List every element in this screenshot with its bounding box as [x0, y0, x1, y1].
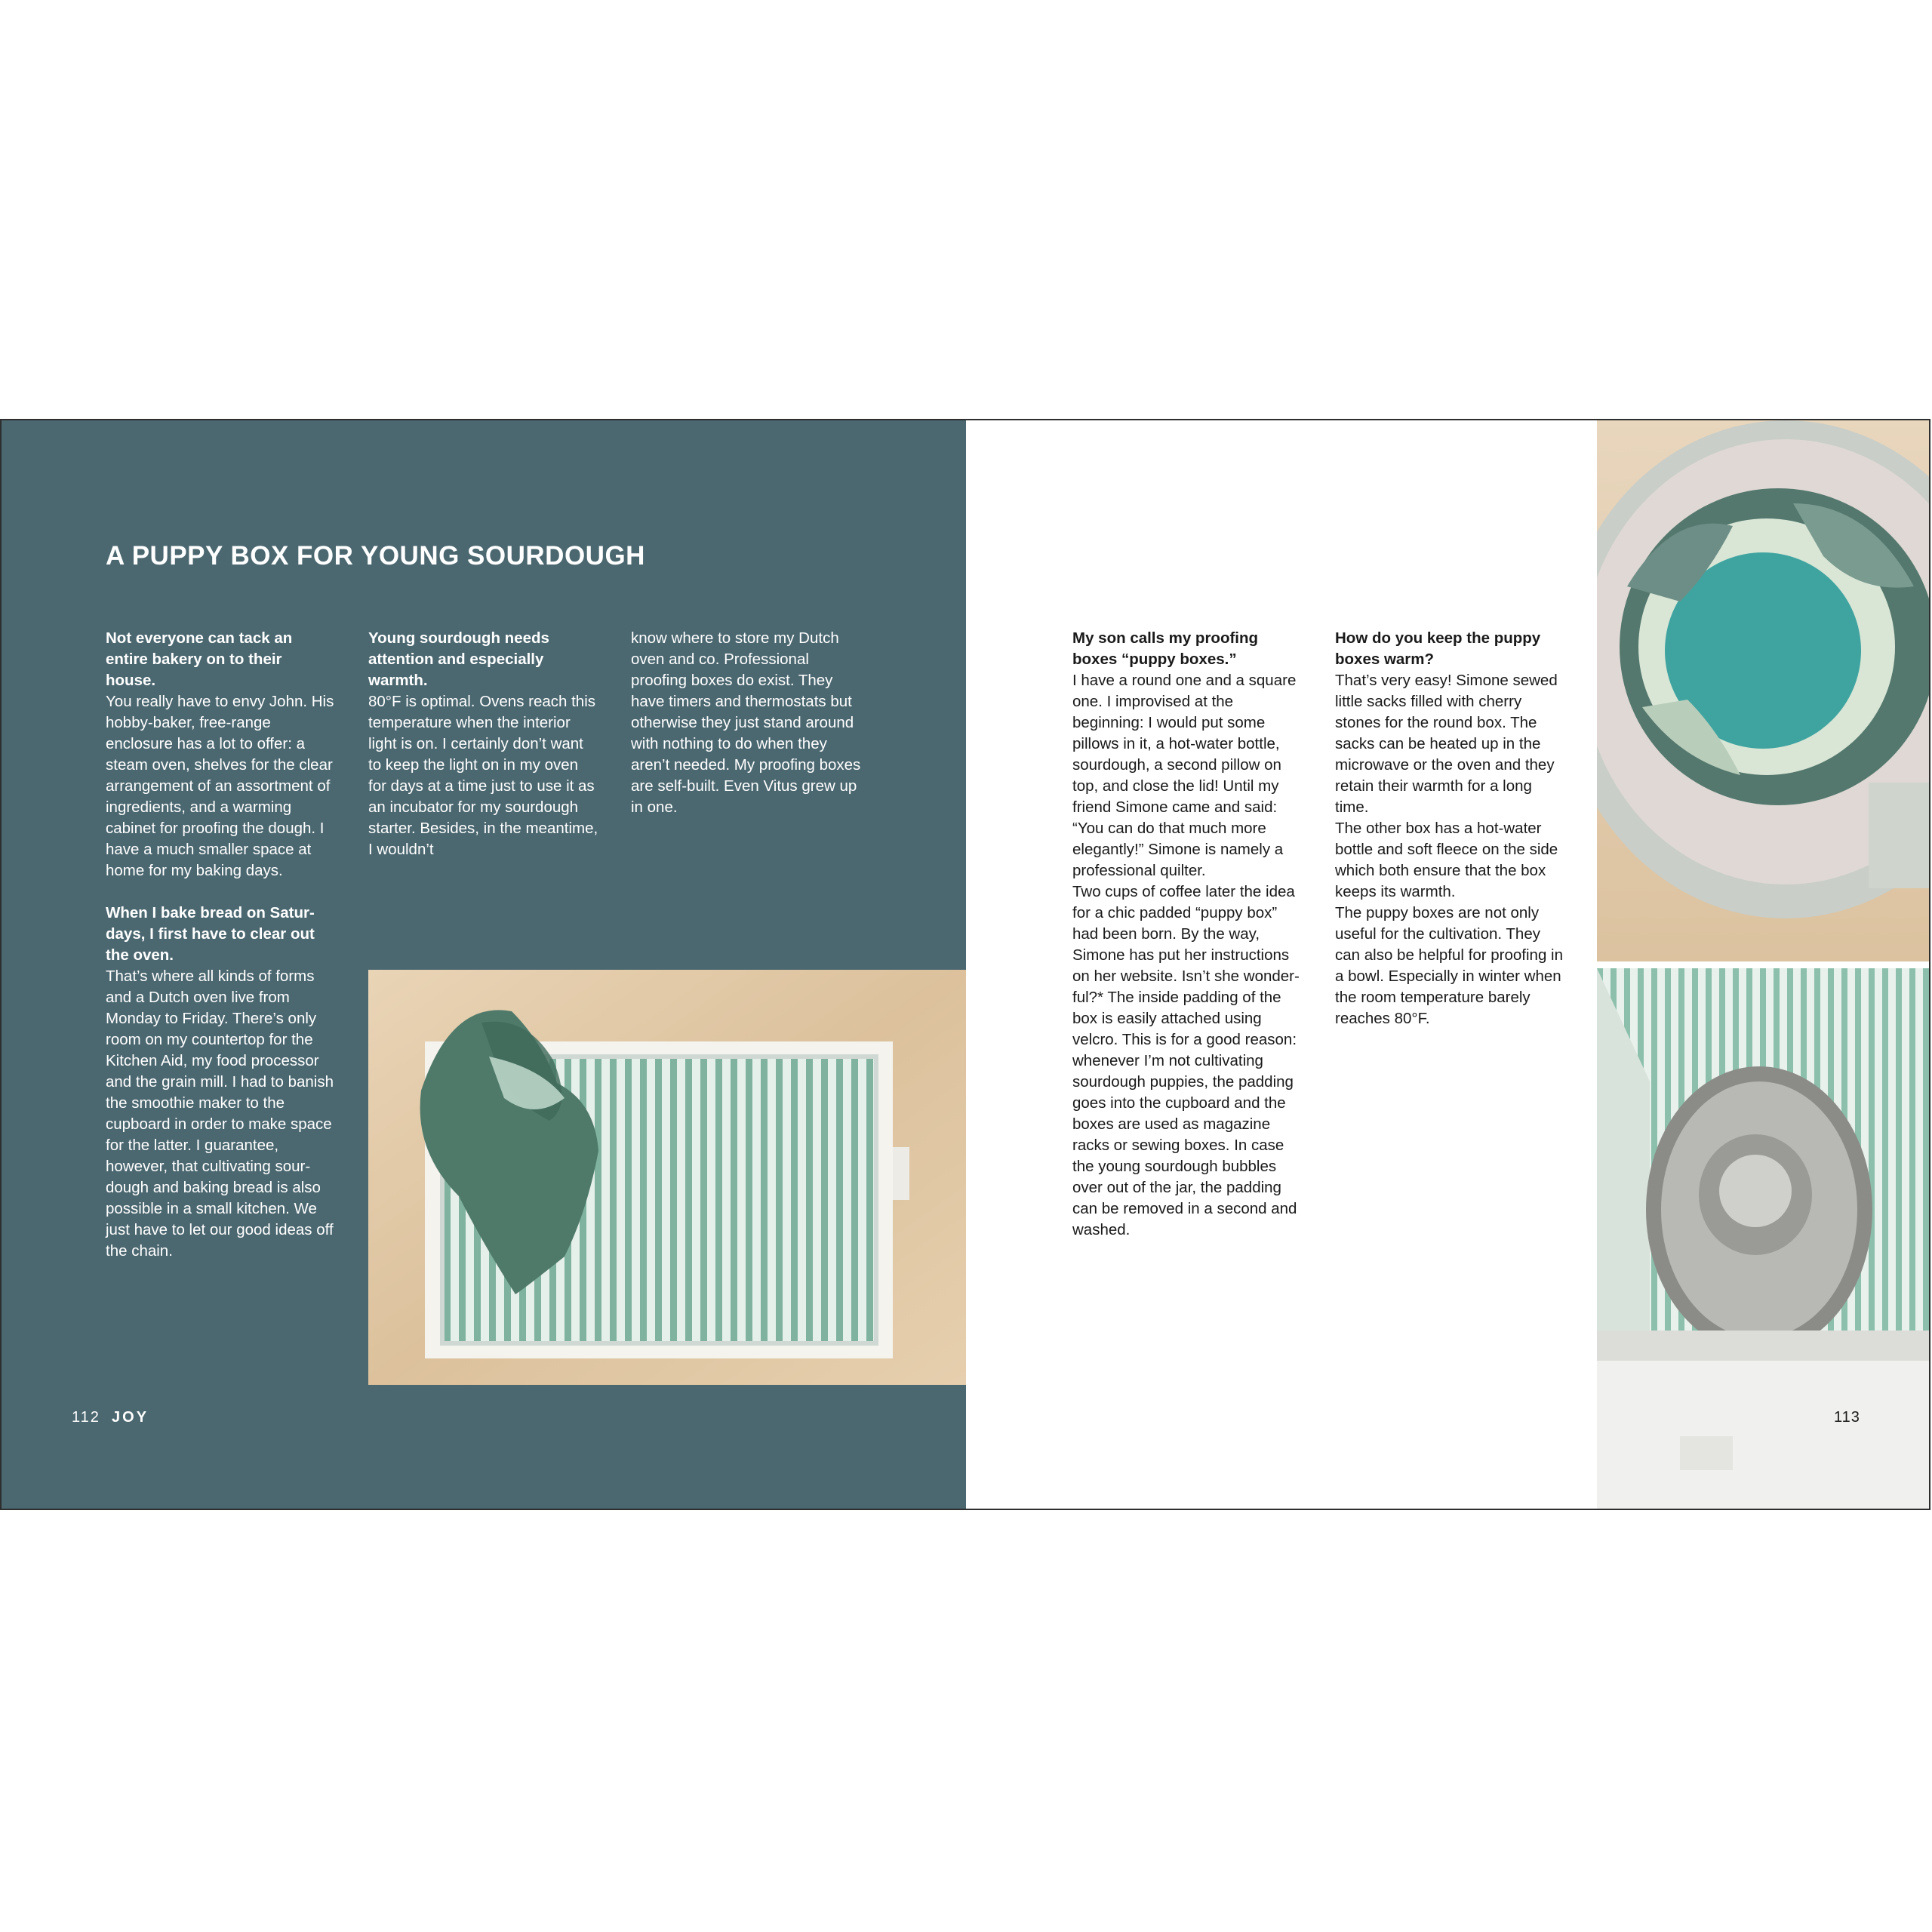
- subheading: My son calls my proofing boxes “puppy boxes.”: [1072, 629, 1259, 668]
- photo-round-puppy-box: [1597, 420, 1930, 961]
- page-title: A PUPPY BOX FOR YOUNG SOURDOUGH: [106, 541, 645, 571]
- subheading: Not everyone can tack an entire bakery on to their house.: [106, 629, 293, 689]
- right-column-1: [1072, 628, 1303, 1241]
- page-number: 113: [1834, 1409, 1860, 1426]
- paragraph: You really have to envy John. His hobby-baker, free-range enclosure has a lot to offer: a steam oven, shelves for the clear arrangement of an assortment of ingredients, and a warming cabinet for proofing the dough. I have a much smaller space at home for my baking days.: [106, 693, 334, 879]
- paragraph: Two cups of coffee later the idea for a chic padded “puppy box” had been born. By the way, Simone has put her instructions on her website. Isn’t she wonder-ful?* The inside padding of the box is easily attached using velcro. This is for a good reason: whenever I’m not cultivating sourdough puppies, the padding goes into the cupboard and the boxes are used as magazine racks or sewing boxes. In case the young sourdough bubbles over out of the jar, the padding can be removed in a second and washed.: [1072, 883, 1300, 1238]
- right-column-2: [1335, 628, 1565, 1029]
- left-column-2: [368, 628, 598, 860]
- paragraph: The other box has a hot-water bottle and soft fleece on the side which both ensure that the box keeps its warmth.: [1335, 820, 1558, 900]
- photo-square-puppy-box: [368, 970, 966, 1385]
- paragraph: That’s very easy! Simone sewed little sacks filled with cherry stones for the round box. The sacks can be heated up in the microwave or the oven and they retain their warmth for a long time.: [1335, 672, 1558, 816]
- subheading: Young sourdough needs attention and especially warmth.: [368, 629, 549, 689]
- subheading: How do you keep the puppy boxes warm?: [1335, 629, 1541, 668]
- paragraph: I have a round one and a square one. I improvised at the beginning: I would put some pillows in it, a hot-water bottle, sourdough, a second pillow on top, and close the lid! Until my friend Simone came and said: “You can do that much more elegantly!” Simone is namely a professional quilter.: [1072, 672, 1297, 879]
- subheading: When I bake bread on Satur-days, I first have to clear out the oven.: [106, 904, 315, 964]
- paragraph: The puppy boxes are not only useful for the cultivation. They can also be helpful for proofing in a bowl. Especially in winter when the room temperature barely reaches 80°F.: [1335, 904, 1564, 1027]
- paragraph: That’s where all kinds of forms and a Dutch oven live from Monday to Friday. There’s only room on my countertop for the Kitchen Aid, my food processor and the grain mill. I had to banish the smoothie maker to the cupboard in order to make space for the latter. I guarantee, however, that cultivating sour-dough and baking bread is also possible in a small kitchen. We just have to let our good ideas off the chain.: [106, 968, 334, 1260]
- section-name: JOY: [112, 1409, 149, 1426]
- right-page: [966, 420, 1930, 1509]
- photo-hot-water-bottle-box: [1597, 968, 1930, 1510]
- left-page: [2, 420, 966, 1509]
- page-number: 112: [72, 1409, 100, 1426]
- left-column-1: [106, 628, 336, 1262]
- paragraph: 80°F is optimal. Ovens reach this temperature when the interior light is on. I certainly don’t want to keep the light on in my oven for days at a time just to use it as an incubator for my sourdough starter. Besides, in the meantime, I wouldn’t: [368, 693, 598, 858]
- paragraph: know where to store my Dutch oven and co. Professional proofing boxes do exist. They have timers and thermostats but otherwise they just stand around with nothing to do when they aren’t needed. My proofing boxes are self-built. Even Vitus grew up in one.: [631, 629, 861, 816]
- left-column-3: [631, 628, 861, 818]
- book-spread: [0, 419, 1930, 1510]
- folio-left: [72, 1409, 149, 1426]
- folio-right: [1834, 1409, 1860, 1426]
